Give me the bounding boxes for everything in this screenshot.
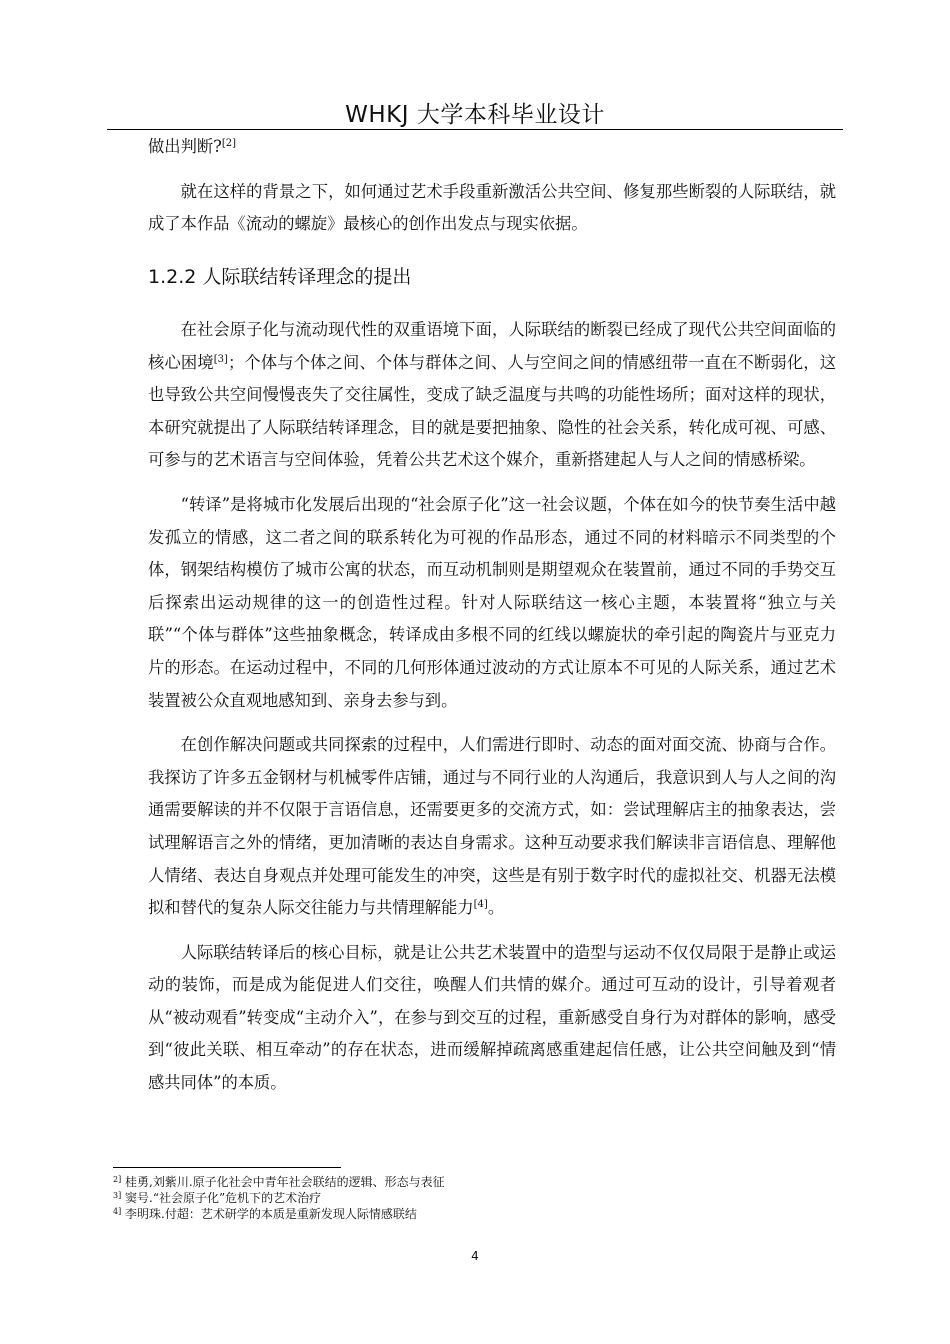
section-heading: 1.2.2 人际联结转译理念的提出 [148,266,412,288]
paragraph-interaction: 在创作解决问题或共同探索的过程中，人们需进行即时、动态的面对面交流、协商与合作。我探访了许多五金钢材与机械零件店铺，通过与不同行业的人沟通后，我意识到人与人之间的沟通需要解读的并不仅限于言语信息，还需要更多的交流方式，如：尝试理解店主的抽象表达，尝试理解语言之外的情绪，更加清晰的表达自身需求。这种互动要求我们解读非言语信息、理解他人情绪、表达自身观点并处理可能发生的冲突，这些是有别于数字时代的虚拟社交、机器无法模拟和替代的复杂人际交往能力与共情理解能力[4]。 [148,735,836,918]
footnotes [113,1174,445,1222]
page-header-title: WHKJ 大学本科毕业设计 [345,102,605,128]
paragraph-translation: “转译”是将城市化发展后出现的“社会原子化”这一社会议题，个体在如今的快节奏生活中越发孤立的情感，这二者之间的联系转化为可视的作品形态，通过不同的材料暗示不同类型的个体，钢架结构模仿了城市公寓的状态，而互动机制则是期望观众在装置前，通过不同的手势交互后探索出运动规律的这一的创造性过程。针对人际联结这一核心主题，本装置将“独立与关联”“个体与群体”这些抽象概念，转译成由多根不同的红线以螺旋状的牵引起的陶瓷片与亚克力片的形态。在运动过程中，不同的几何形体通过波动的方式让原本不可见的人际关系，通过艺术装置被公众直观地感知到、亲身去参与到。 [148,494,836,710]
citation-ref: [3] [213,353,228,365]
page-number: 4 [471,1249,479,1263]
paragraph-concept: 在社会原子化与流动现代性的双重语境下面，人际联结的断裂已经成了现代公共空间面临的核心困境[3]；个体与个体之间、个体与群体之间、人与空间之间的情感纽带一直在不断弱化，这也导致公共空间慢慢丧失了交往属性，变成了缺乏温度与共鸣的功能性场所；面对这样的现状，本研究就提出了人际联结转译理念，目的就是要把抽象、隐性的社会关系，转化成可视、可感、可参与的艺术语言与空间体验，凭着公共艺术这个媒介，重新搭建起人与人之间的情感桥梁。 [148,320,836,470]
footnote-item: $^{4]}$ 李明珠.付超：艺术研学的本质是重新发现人际情感联结 [113,1207,417,1221]
footnote-item: $^{3]}$ 窦号.“社会原子化”危机下的艺术治疗 [113,1191,322,1205]
citation-ref: [4] [473,899,488,911]
citation-ref: [2] [221,138,237,149]
footnote-rule [113,1167,341,1168]
paragraph-goal: 人际联结转译后的核心目标，就是让公共艺术装置中的造型与运动不仅仅局限于是静止或运动的装饰，而是成为能促进人们交往，唤醒人们共情的媒介。通过可互动的设计，引导着观者从“被动观看”转变成“主动介入”，在参与到交互的过程，重新感受自身行为对群体的影响，感受到“彼此关联、相互牵动”的存在状态，进而缓解掉疏离感重建起信任感，让公共空间触及到“情感共同体”的本质。 [148,942,836,1093]
header-rule [107,129,843,130]
footnote-item: $^{2]}$ 桂勇,刘紫川.原子化社会中青年社会联结的逻辑、形态与表征 [113,1175,445,1189]
intro-paragraph: 就在这样的背景之下，如何通过艺术手段重新激活公共空间、修复那些断裂的人际联结，就成了本作品《流动的螺旋》最核心的创作出发点与现实依据。 [148,181,836,234]
intro-paragraph-continued: 做出判断?[2] [148,137,237,156]
section-body [148,314,836,1100]
intro-text [148,131,836,241]
